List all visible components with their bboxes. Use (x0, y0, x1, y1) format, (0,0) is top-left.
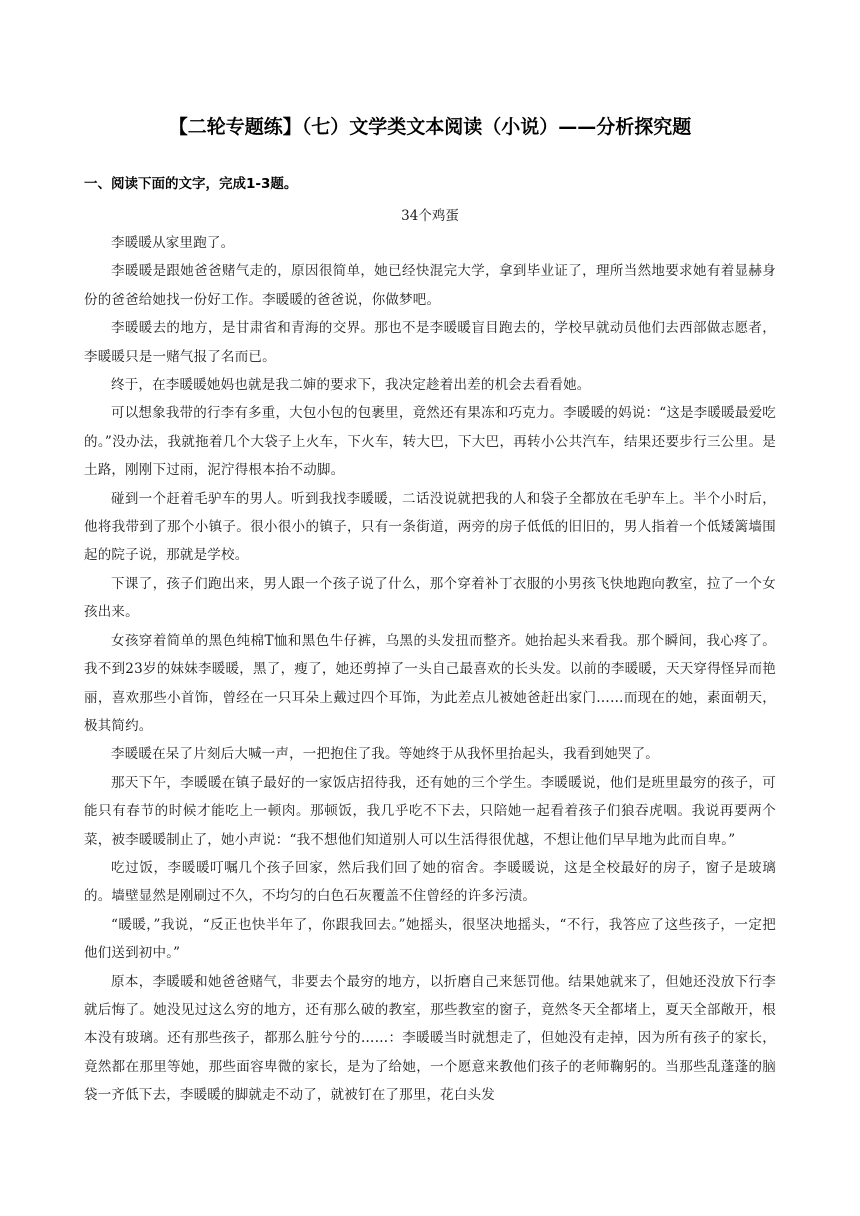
paragraph: 李暖暖从家里跑了。 (111, 235, 235, 251)
story-title: 34个鸡蛋 (401, 208, 459, 224)
paragraph: 李暖暖去的地方，是甘肃省和青海的交界。那也不是李暖暖盲目跑去的，学校早就动员他们去西部做志愿者，李暖暖只是一赌气报了名而已。 (84, 320, 776, 365)
paragraph: 原本，李暖暖和她爸爸赌气，非要去个最穷的地方，以折磨自己来惩罚他。结果她就来了，但她还没放下行李就后悔了。她没见过这么穷的地方，还有那么破的教室，那些教室的窗子，竟然冬天全都堵上，夏天全部敞开，根本没有玻璃。还有那些孩子，都那么脏兮兮的……：李暖暖当时就想走了，但她没有走掉，因为所有孩子的家长，竟然都在那里等她，那些面容卑微的家长，是为了给她，一个愿意来教他们孩子的老师鞠躬的。当那些乱蓬蓬的脑袋一齐低下去，李暖暖的脚就走不动了，就被钉在了那里，花白头发 (84, 973, 776, 1104)
paragraph: 李暖暖在呆了片刻后大喊一声，一把抱住了我。等她终于从我怀里抬起头，我看到她哭了。 (111, 746, 659, 763)
paragraph: 可以想象我带的行李有多重，大包小包的包裹里，竟然还有果冻和巧克力。李暖暖的妈说：“这是李暖暖最爱吃的。”没办法，我就拖着几个大袋子上火车，下火车，转大巴，下大巴，再转小公共汽车，结果还要步行三公里。是土路，刚刚下过雨，泥泞得根本抬不动脚。 (84, 405, 776, 479)
paragraph: 碰到一个赶着毛驴车的男人。听到我找李暖暖，二话没说就把我的人和袋子全都放在毛驴车上。半个小时后，他将我带到了那个小镇子。很小很小的镇子，只有一条街道，两旁的房子低低的旧旧的，男人指着一个低矮篱墙围起的院子说，那就是学校。 (84, 490, 776, 564)
paragraph: 终于，在李暖暖她妈也就是我二婶的要求下，我决定趁着出差的机会去看看她。 (111, 377, 591, 394)
document-title: 【二轮专题练】（七）文学类文本阅读（小说）——分析探究题 (168, 116, 692, 138)
paragraph: “暖暖，”我说，“反正也快半年了，你跟我回去。”她摇头，很坚决地摇头，“不行，我答应了这些孩子，一定把他们送到初中。” (84, 916, 776, 962)
paragraph: 下课了，孩子们跑出来，男人跟一个孩子说了什么，那个穿着补丁衣服的小男孩飞快地跑向教室，拉了一个女孩出来。 (84, 575, 776, 621)
section-heading: 一、阅读下面的文字，完成1-3题。 (84, 176, 298, 192)
paragraph: 吃过饭，李暖暖叮嘱几个孩子回家，然后我们回了她的宿舍。李暖暖说，这是全校最好的房子，窗子是玻璃的。墙壁显然是刚刷过不久，不均匀的白色石灰覆盖不住曾经的许多污渍。 (84, 859, 776, 905)
paragraph: 女孩穿着简单的黑色纯棉T恤和黑色牛仔裤，乌黑的头发扭而整齐。她抬起头来看我。那个瞬间，我心疼了。我不到23岁的妹妹李暖暖，黑了，瘦了，她还剪掉了一头自己最喜欢的长头发。以前的李暖暖，天天穿得怪异而艳丽，喜欢那些小首饰，曾经在一只耳朵上戴过四个耳饰，为此差点儿被她爸赶出家门……而现在的她，素面朝天，极其简约。 (84, 632, 776, 734)
story-body (84, 229, 776, 1110)
paragraph: 李暖暖是跟她爸爸赌气走的，原因很简单，她已经快混完大学，拿到毕业证了，理所当然地要求她有着显赫身份的爸爸给她找一份好工作。李暖暖的爸爸说，你做梦吧。 (84, 263, 776, 308)
paragraph: 那天下午，李暖暖在镇子最好的一家饭店招待我，还有她的三个学生。李暖暖说，他们是班里最穷的孩子，可能只有春节的时候才能吃上一顿肉。那顿饭，我几乎吃不下去，只陪她一起看着孩子们狼吞虎咽。我说再要两个菜，被李暖暖制止了，她小声说：“我不想他们知道别人可以生活得很优越，不想让他们早早地为此而自卑。” (84, 774, 776, 848)
